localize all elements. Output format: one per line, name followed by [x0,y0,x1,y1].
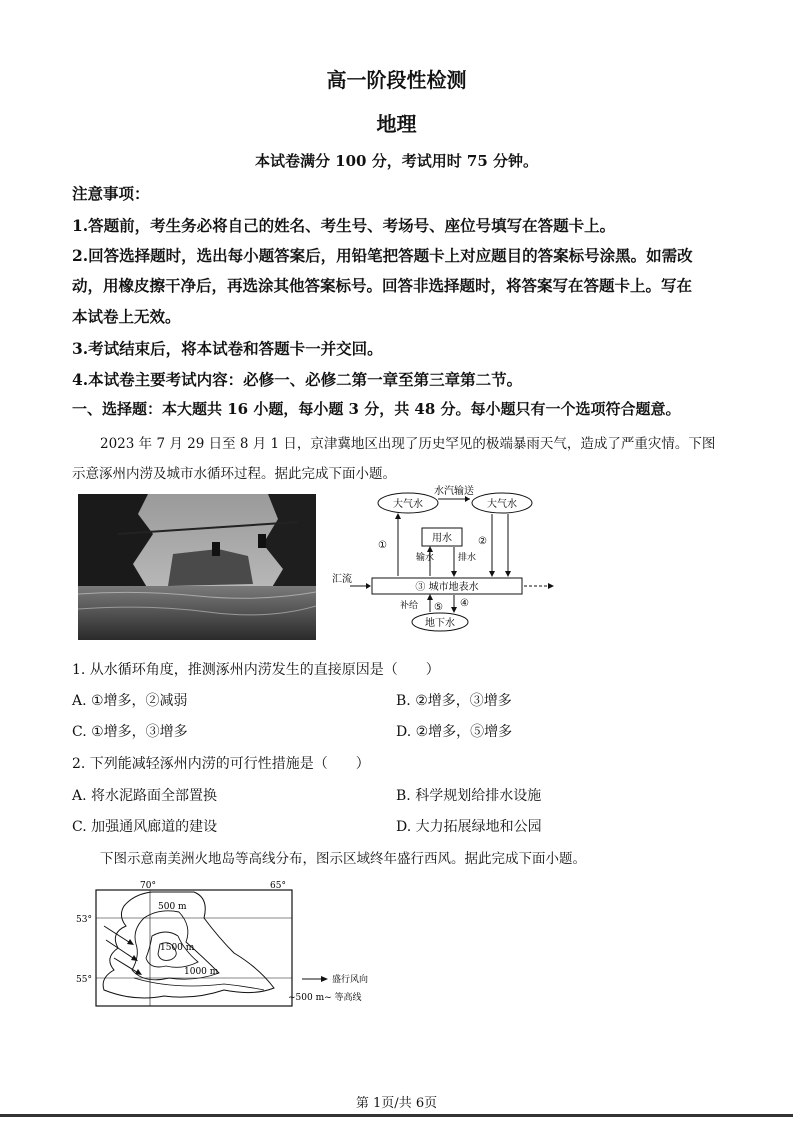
flood-photo [78,494,316,640]
notice-line: 3.考试结束后，将本试卷和答题卡一并交回。 [72,339,383,358]
notice-line: 动，用橡皮擦干净后，再选涂其他答案标号。回答非选择题时，将答案写在答题卡上。写在 [72,276,693,295]
exam-title: 高一阶段性检测 [326,68,467,92]
page-number: 第 1页/共 6页 [355,1096,438,1111]
q1-option-d[interactable]: D. ②增多，⑤增多 [396,724,513,740]
label-4: ④ [460,598,469,609]
q2-option-d[interactable]: D. 大力拓展绿地和公园 [396,819,542,835]
q2-option-c[interactable]: C. 加强通风廊道的建设 [72,819,218,835]
q1-option-b[interactable]: B. ②增多，③增多 [396,693,512,709]
notice-heading: 注意事项： [72,184,150,203]
drain-label: 排水 [458,553,477,563]
lon-right-label: 65° [270,881,286,891]
notice-line: 本试卷上无效。 [72,307,181,326]
section-heading: 一、选择题：本大题共 16 小题，每小题 3 分，共 48 分。每小题只有一个选项符合题意。 [72,400,681,418]
q1-option-a[interactable]: A. ①增多，②减弱 [72,693,188,709]
flood-photo-image [78,494,316,640]
atm-left-label: 大气水 [393,499,423,510]
lat-top-label: 53° [76,915,92,925]
label-2: ② [478,536,487,547]
legend-contour-label: ~500 m~ 等高线 [288,993,362,1003]
passage-text: 下图示意南美洲火地岛等高线分布，图示区域终年盛行西风。据此完成下面小题。 [100,851,586,867]
notice-line: 1.答题前，考生务必将自己的姓名、考生号、考场号、座位号填写在答题卡上。 [72,216,616,235]
notice-line: 4.本试卷主要考试内容：必修一、必修二第一章至第三章第二节。 [72,370,523,389]
question-1-stem: 1. 从水循环角度，推测涿州内涝发生的直接原因是（ ） [72,662,440,678]
label-1: ① [378,540,387,551]
label-5: ⑤ [434,602,443,613]
bottom-rule [0,1114,793,1117]
question-2-stem: 2. 下列能减轻涿州内涝的可行性措施是（ ） [72,756,370,772]
groundwater-label: 地下水 [425,618,455,629]
lat-bottom-label: 55° [76,975,92,985]
transport-label: 水汽输送 [434,486,474,497]
q1-option-c[interactable]: C. ①增多，③增多 [72,724,188,740]
contour-map [74,878,404,1013]
exam-subtitle: 本试卷满分 100 分，考试用时 75 分钟。 [254,152,539,170]
water-cycle-diagram [330,484,560,634]
recharge-label: 补给 [400,601,419,611]
contour-1500-label: 1500 m [160,943,195,953]
legend-wind-label: 盛行风向 [332,975,369,985]
contour-500-label: 500 m [158,902,187,912]
contour-1000-label: 1000 m [184,967,219,977]
surface-water-label: ③ 城市地表水 [415,582,479,593]
subject-title: 地理 [376,112,417,136]
use-water-label: 用水 [432,533,452,544]
passage-text: 示意涿州内涝及城市水循环过程。据此完成下面小题。 [72,466,396,482]
q2-option-a[interactable]: A. 将水泥路面全部置换 [72,788,218,804]
atm-right-label: 大气水 [487,499,517,510]
notice-line: 2.回答选择题时，选出每小题答案后，用铅笔把答题卡上对应题目的答案标号涂黑。如需改 [72,246,693,265]
passage-text: 2023 年 7 月 29 日至 8 月 1 日，京津冀地区出现了历史罕见的极端暴雨天气，造成了严重灾情。下图 [100,436,716,452]
q2-option-b[interactable]: B. 科学规划给排水设施 [396,788,542,804]
inflow-label: 汇流 [332,574,352,585]
supply-label: 输水 [416,553,435,563]
lon-left-label: 70° [140,881,156,891]
